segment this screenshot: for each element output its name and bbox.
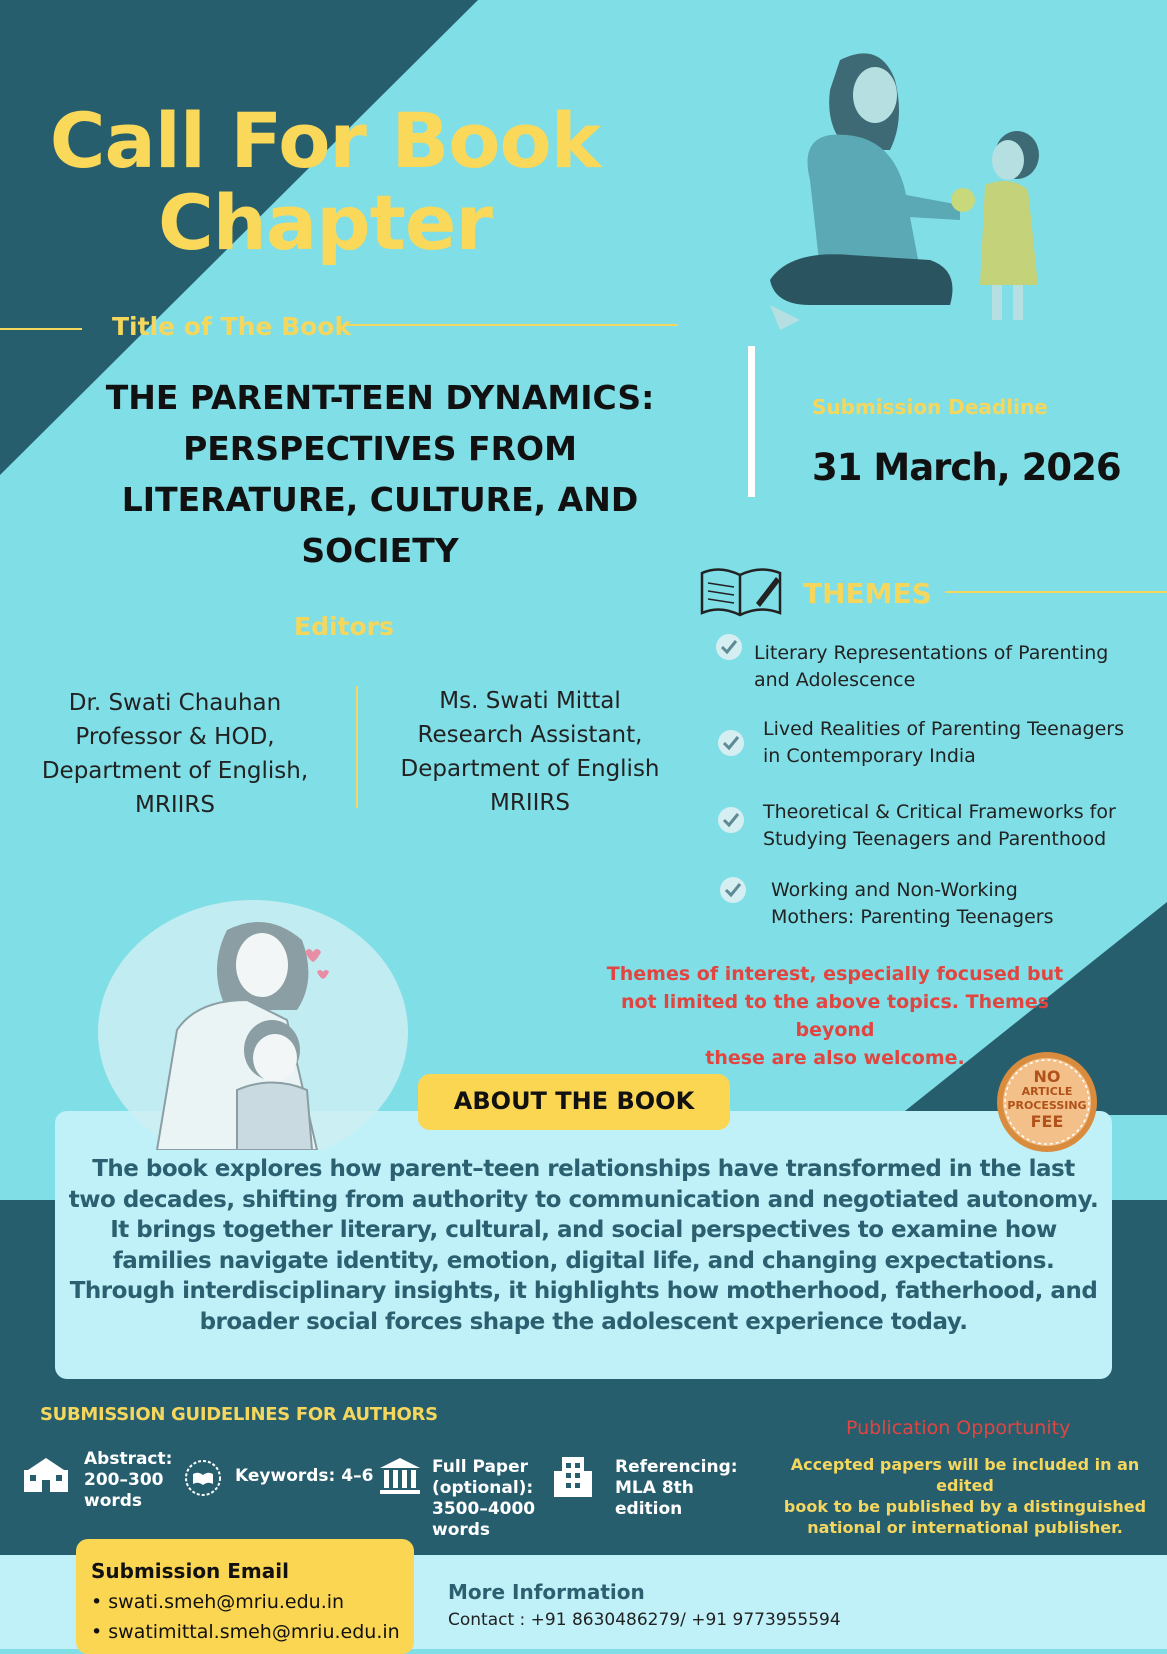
open-book-icon [698, 563, 784, 621]
theme-line: Mothers: Parenting Teenagers [771, 906, 1054, 928]
email-item: • swati.smeh@mriu.edu.in [91, 1591, 345, 1613]
check-icon [716, 634, 742, 660]
book-title-label: Title of The Book [112, 312, 352, 341]
badge-line: PROCESSING [1007, 1099, 1087, 1112]
more-info-label: More Information [448, 1580, 645, 1604]
book-title-line: PERSPECTIVES FROM [183, 429, 577, 468]
building-icon [552, 1455, 594, 1499]
about-line: The book explores how parent–teen relationships have transformed in the last [92, 1156, 1075, 1182]
submission-email-label: Submission Email [91, 1559, 289, 1583]
theme-item [754, 640, 1108, 694]
deadline-date: 31 March, 2026 [812, 446, 1121, 489]
guidelines-label: SUBMISSION GUIDELINES FOR AUTHORS [40, 1404, 438, 1425]
book-title [60, 372, 700, 576]
check-icon [718, 730, 744, 756]
theme-line: and Adolescence [754, 669, 916, 691]
about-line: families navigate identity, emotion, digital life, and changing expectations. [112, 1247, 1055, 1274]
badge-line: NO [1033, 1067, 1061, 1086]
editor-name: Dr. Swati Chauhan [68, 690, 282, 716]
check-icon [720, 877, 746, 903]
guideline-line: 3500–4000 [432, 1499, 536, 1519]
guideline-line: edition [615, 1499, 683, 1519]
editor-dept: Department of English [400, 756, 660, 782]
guideline-line: 200–300 [84, 1470, 164, 1490]
note-line: these are also welcome. [705, 1047, 965, 1069]
guideline-line: words [432, 1520, 491, 1540]
guideline-line: (optional): [432, 1478, 534, 1498]
theme-line: Theoretical & Critical Frameworks for [763, 801, 1116, 823]
email-address[interactable]: swatimittal.smeh@mriu.edu.in [108, 1621, 400, 1643]
guideline-referencing [615, 1457, 738, 1520]
about-line: Through interdisciplinary insights, it highlights how motherhood, fatherhood, and [69, 1278, 1098, 1304]
email-address[interactable]: swati.smeh@mriu.edu.in [108, 1591, 345, 1613]
contact-info: Contact : +91 8630486279/ +91 9773955594 [448, 1610, 841, 1630]
book-title-line: SOCIETY [301, 531, 459, 570]
theme-line: in Contemporary India [763, 745, 976, 767]
themes-label: THEMES [803, 577, 932, 610]
theme-line: Working and Non-Working [771, 879, 1018, 901]
theme-item [771, 877, 1054, 931]
publication-line: national or international publisher. [807, 1518, 1123, 1537]
guideline-keywords [235, 1466, 373, 1487]
deadline-label: Submission Deadline [812, 395, 1048, 419]
bank-icon [378, 1456, 422, 1496]
publication-label: Publication Opportunity [846, 1417, 1071, 1439]
badge-line: FEE [1030, 1112, 1064, 1131]
publication-line: Accepted papers will be included in an edited [790, 1455, 1140, 1495]
editor-name: Ms. Swati Mittal [439, 688, 621, 714]
theme-item [763, 716, 1124, 770]
guideline-line: Abstract: [84, 1449, 173, 1469]
editor-1 [30, 686, 320, 822]
guideline-line: Referencing: [615, 1457, 738, 1477]
about-line: It brings together literary, cultural, and social perspectives to examine how [110, 1217, 1057, 1243]
guideline-line: MLA 8th [615, 1478, 694, 1498]
editor-role: Professor & HOD, [75, 724, 275, 750]
editor-dept: Department of English, [41, 758, 309, 784]
title-line-2: Chapter [158, 178, 492, 267]
guideline-line: Full Paper [432, 1457, 528, 1477]
about-heading: ABOUT THE BOOK [453, 1087, 695, 1115]
title-line-1: Call For Book [49, 96, 601, 185]
mother-child-hug-illustration [97, 900, 409, 1150]
guideline-line: Keywords: 4–6 [235, 1466, 374, 1486]
editor-2 [390, 684, 670, 820]
theme-line: Lived Realities of Parenting Teenagers [763, 718, 1124, 740]
check-icon [718, 807, 744, 833]
editors-label: Editors [294, 612, 394, 641]
about-line: broader social forces shape the adolescent experience today. [199, 1308, 968, 1335]
no-fee-badge-text [995, 1068, 1099, 1131]
mother-daughter-illustration [770, 40, 1090, 340]
guideline-full-paper [432, 1457, 535, 1541]
publication-line: book to be published by a distinguished [783, 1497, 1147, 1516]
theme-line: Literary Representations of Parenting [754, 642, 1109, 664]
editor-inst: MRIIRS [135, 792, 215, 818]
publication-text [765, 1454, 1165, 1538]
theme-line: Studying Teenagers and Parenthood [763, 828, 1107, 850]
editor-role: Research Assistant, [417, 722, 643, 748]
email-item: • swatimittal.smeh@mriu.edu.in [91, 1621, 400, 1643]
book-title-line: THE PARENT-TEEN DYNAMICS: [105, 378, 655, 417]
guideline-abstract [84, 1449, 172, 1512]
guideline-line: words [84, 1491, 143, 1511]
badge-line: ARTICLE [1021, 1085, 1073, 1098]
theme-item [763, 799, 1116, 853]
about-text [55, 1154, 1112, 1337]
book-emblem-icon [183, 1458, 223, 1498]
note-line: Themes of interest, especially focused but [606, 963, 1064, 985]
editor-inst: MRIIRS [490, 790, 570, 816]
book-title-line: LITERATURE, CULTURE, AND [121, 480, 639, 519]
note-line: not limited to the above topics. Themes beyond [620, 991, 1050, 1041]
about-line: two decades, shifting from authority to communication and negotiated autonomy. [68, 1186, 1099, 1213]
call-for-chapter-title [30, 96, 620, 267]
school-icon [20, 1456, 72, 1494]
submission-email-box [76, 1539, 414, 1654]
